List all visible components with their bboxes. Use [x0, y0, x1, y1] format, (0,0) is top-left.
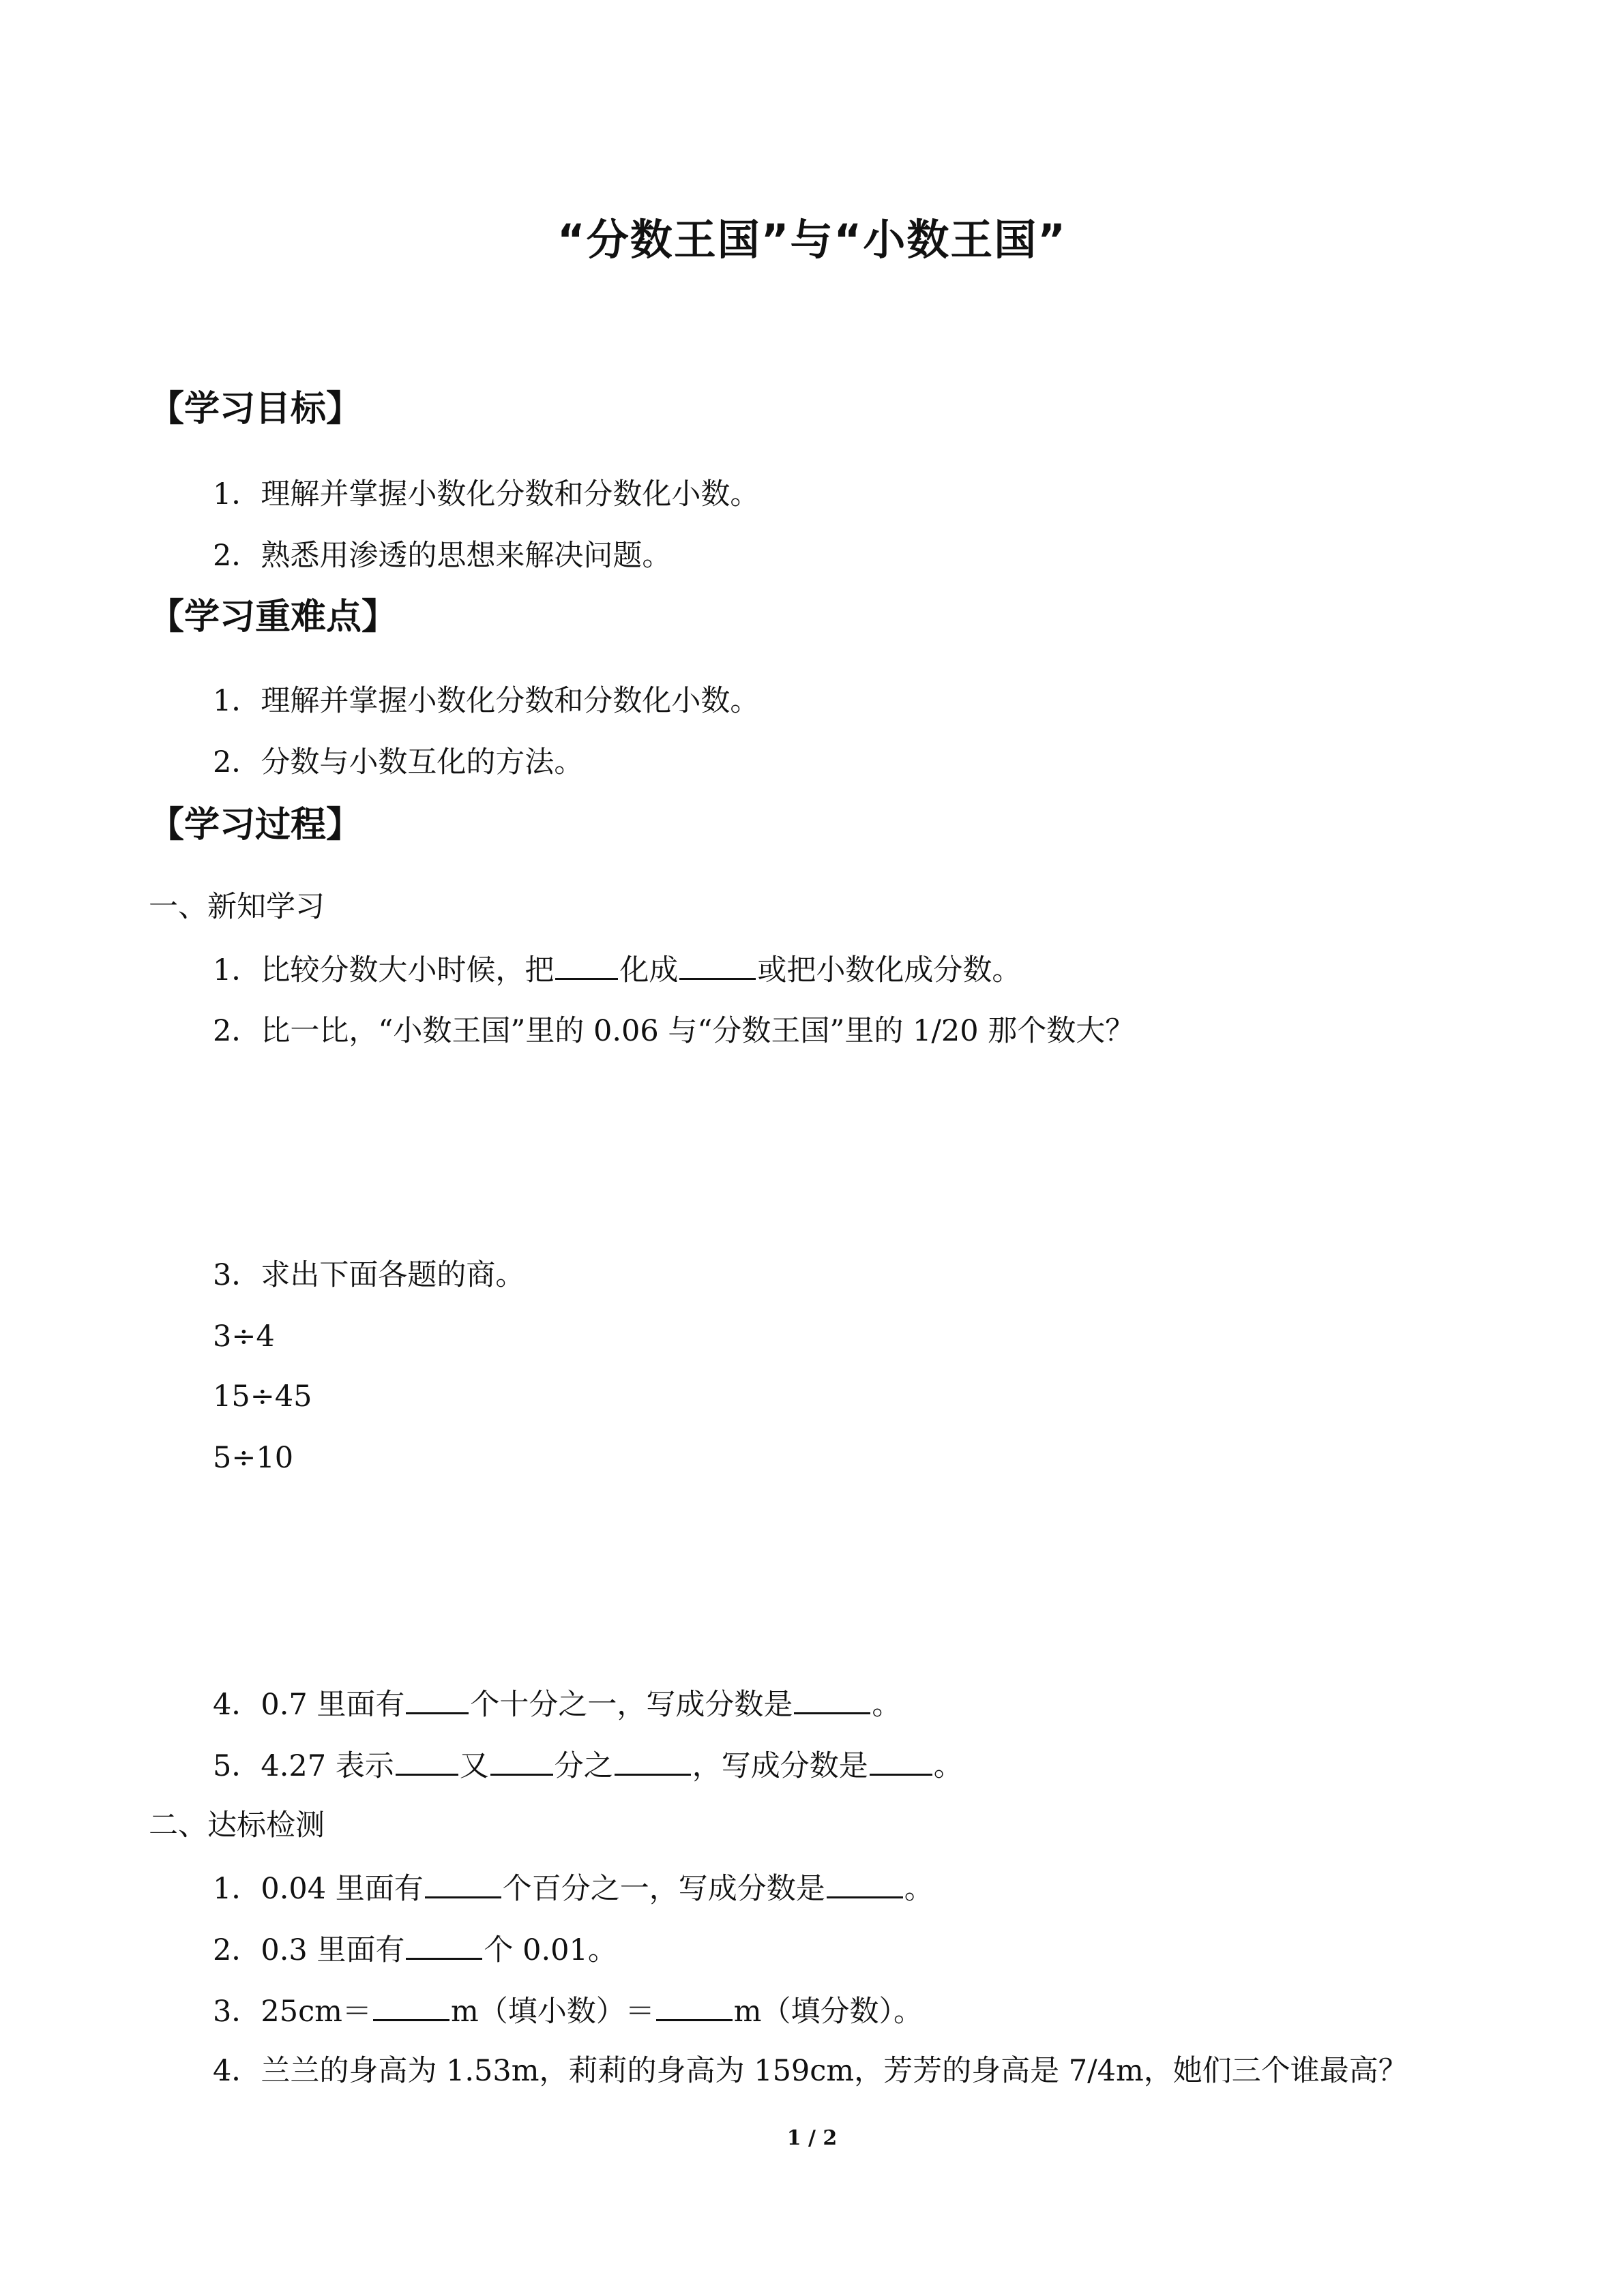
part2-question-4: 4．兰兰的身高为 1.53m，莉莉的身高为 159cm，芳芳的身高是 7/4m，她们三个谁最高？ — [213, 2054, 1408, 2088]
q-text: 4．0.7 里面有 — [213, 1688, 405, 1722]
answer-blank[interactable] — [794, 1682, 870, 1714]
answer-blank[interactable] — [555, 948, 618, 980]
part2-question-1 — [213, 1866, 934, 1909]
part1-question-5 — [213, 1744, 963, 1787]
answer-blank[interactable] — [425, 1866, 501, 1898]
section-heading-process: 【学习过程】 — [149, 805, 362, 846]
answer-blank[interactable] — [406, 1928, 482, 1960]
answer-blank[interactable] — [656, 1989, 733, 2021]
key-point-item-1: 1．理解并掌握小数化分数和分数化小数。 — [213, 684, 760, 718]
section-heading-goals: 【学习目标】 — [149, 389, 362, 430]
part2-question-3 — [213, 1989, 923, 2032]
calc-item-2: 15÷45 — [213, 1380, 312, 1414]
part2-heading: 二、达标检测 — [149, 1808, 325, 1843]
part2-question-2 — [213, 1928, 617, 1971]
q-text: 个百分之一，写成分数是 — [502, 1872, 825, 1906]
answer-blank[interactable] — [373, 1989, 449, 2021]
q-text: m（填小数）＝ — [450, 1995, 655, 2029]
answer-blank[interactable] — [406, 1682, 469, 1714]
calc-item-3: 5÷10 — [213, 1441, 294, 1475]
answer-blank[interactable] — [490, 1744, 553, 1776]
part1-question-2: 2．比一比，“小数王国”里的 0.06 与“分数王国”里的 1/20 那个数大？ — [213, 1014, 1135, 1048]
q-text: ，写成分数是 — [692, 1749, 868, 1783]
part1-question-1 — [213, 948, 1021, 991]
answer-blank[interactable] — [615, 1744, 691, 1776]
section-heading-key-points: 【学习重难点】 — [149, 597, 398, 638]
q-text: 。 — [933, 1749, 963, 1783]
goal-item-1: 1．理解并掌握小数化分数和分数化小数。 — [213, 477, 760, 511]
q-text: 又 — [459, 1749, 489, 1783]
goal-item-2: 2．熟悉用渗透的思想来解决问题。 — [213, 539, 672, 573]
part1-heading: 一、新知学习 — [149, 890, 325, 924]
q-text: 化成 — [619, 953, 679, 987]
document-title: “分数王国”与“小数王国” — [557, 215, 1067, 265]
q-text: 分之 — [554, 1749, 613, 1783]
answer-blank[interactable] — [679, 948, 756, 980]
answer-blank[interactable] — [870, 1744, 932, 1776]
q-text: m（填分数）。 — [733, 1995, 923, 2029]
page-number: 1 / 2 — [786, 2126, 838, 2150]
q-text: 2．0.3 里面有 — [213, 1933, 405, 1967]
q-text: 。 — [872, 1688, 902, 1722]
part1-question-3: 3．求出下面各题的商。 — [213, 1258, 525, 1292]
part1-question-4 — [213, 1682, 901, 1725]
calc-item-1: 3÷4 — [213, 1320, 275, 1354]
q-text: 5．4.27 表示 — [213, 1749, 394, 1783]
q-text: 1．比较分数大小时候，把 — [213, 953, 555, 987]
q-text: 。 — [904, 1872, 934, 1906]
q-text: 3．25cm＝ — [213, 1995, 372, 2029]
q-text: 个十分之一，写成分数是 — [470, 1688, 793, 1722]
q-text: 个 0.01。 — [484, 1933, 617, 1967]
q-text: 1．0.04 里面有 — [213, 1872, 424, 1906]
answer-blank[interactable] — [827, 1866, 903, 1898]
q-text: 或把小数化成分数。 — [757, 953, 1022, 987]
answer-blank[interactable] — [396, 1744, 458, 1776]
key-point-item-2: 2．分数与小数互化的方法。 — [213, 745, 584, 779]
